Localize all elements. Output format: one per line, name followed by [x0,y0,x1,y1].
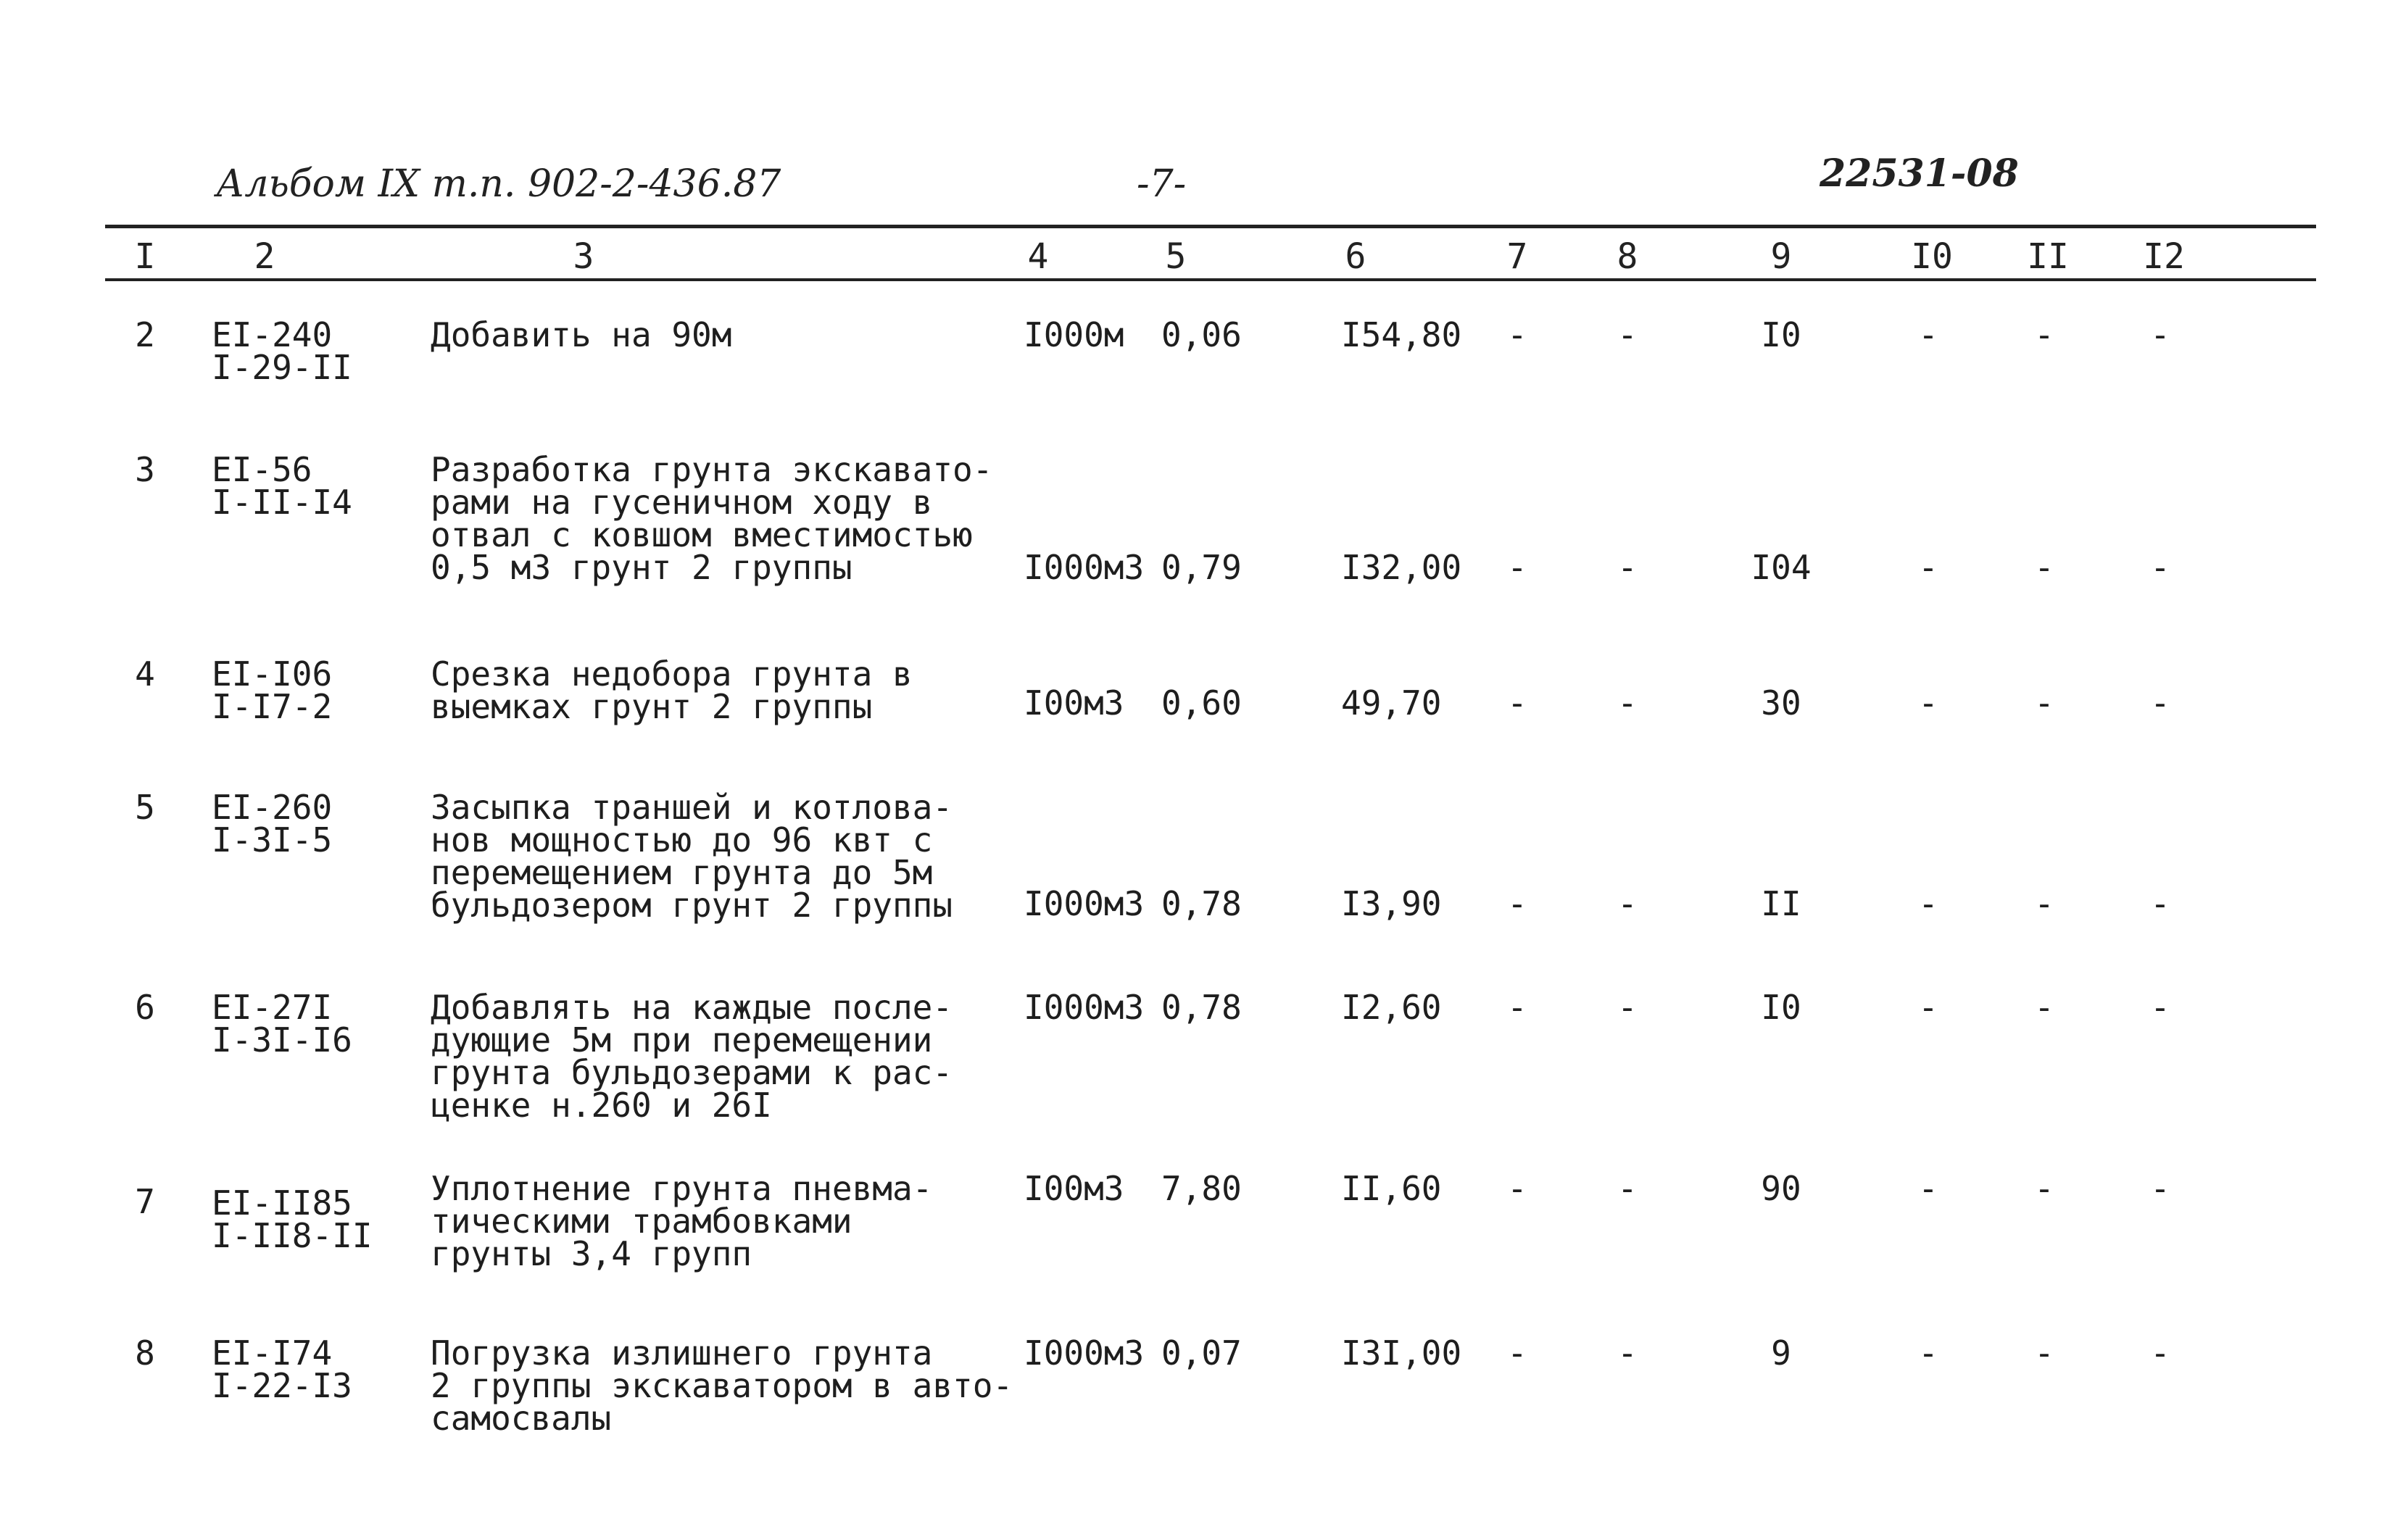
col-12-value: - [2150,683,2170,723]
col-8-value: - [1617,884,1638,923]
quantity: 0,78 [1161,988,1242,1027]
column-number-3: 3 [573,236,594,277]
col-7-value: - [1507,884,1527,923]
col-10-value: - [1918,1169,1938,1208]
col-11-value: - [2034,683,2054,723]
column-number-1: I [134,236,156,277]
col-9-value: I0 [1761,988,1801,1027]
unit: I00м3 [1024,1169,1124,1208]
column-number-11: II [2027,236,2069,277]
col-9-value: 9 [1771,1333,1791,1373]
quantity: 0,60 [1161,683,1242,723]
col-12-value: - [2150,1169,2170,1208]
col-7-value: - [1507,1333,1527,1373]
row-number: 7 [135,1182,155,1221]
col-10-value: - [1918,548,1938,587]
row-number: 5 [135,788,155,827]
col-12-value: - [2150,315,2170,354]
document-number: 22531-08 [1820,151,2019,196]
header-top-rule [105,225,2316,228]
unit: I000м3 [1024,1333,1145,1373]
column-number-4: 4 [1027,236,1049,277]
col-7-value: - [1507,1169,1527,1208]
col-8-value: - [1617,315,1638,354]
column-number-9: 9 [1770,236,1792,277]
col-8-value: - [1617,683,1638,723]
column-number-7: 7 [1506,236,1528,277]
price: II,60 [1341,1169,1442,1208]
price: I2,60 [1341,988,1442,1027]
quantity: 0,06 [1161,315,1242,354]
col-8-value: - [1617,548,1638,587]
col-9-value: II [1761,884,1801,923]
row-number: 4 [135,654,155,694]
unit: I000м3 [1024,548,1145,587]
column-number-5: 5 [1165,236,1187,277]
column-number-8: 8 [1617,236,1638,277]
quantity: 0,78 [1161,884,1242,923]
unit: I00м3 [1024,683,1124,723]
work-description: Засыпка траншей и котлова- нов мощностью до 96 квт с перемещением грунта до 5м бульдозером грунт 2 группы [431,788,953,925]
col-12-value: - [2150,1333,2170,1373]
page-number: -7- [1137,162,1187,206]
col-11-value: - [2034,884,2054,923]
col-11-value: - [2034,1169,2054,1208]
col-9-value: I0 [1761,315,1801,354]
col-10-value: - [1918,683,1938,723]
col-9-value: 90 [1761,1169,1801,1208]
row-number: 2 [135,315,155,354]
col-7-value: - [1507,315,1527,354]
work-description: Уплотнение грунта пневма- тическими трамбовками грунты 3,4 групп [431,1169,933,1273]
norm-code: EI-I06 I-I7-2 [212,654,333,726]
col-8-value: - [1617,1169,1638,1208]
col-9-value: I04 [1751,548,1812,587]
col-10-value: - [1918,884,1938,923]
col-10-value: - [1918,988,1938,1027]
col-11-value: - [2034,315,2054,354]
quantity: 0,07 [1161,1333,1242,1373]
col-9-value: 30 [1761,683,1801,723]
work-description: Добавлять на каждые после- дующие 5м при перемещении грунта бульдозерами к рас- ценке н.260 и 26I [431,988,953,1125]
column-number-12: I2 [2143,236,2185,277]
norm-code: EI-260 I-3I-5 [212,788,333,860]
row-number: 8 [135,1333,155,1373]
column-number-rule [105,278,2316,281]
col-8-value: - [1617,988,1638,1027]
quantity: 7,80 [1161,1169,1242,1208]
col-7-value: - [1507,988,1527,1027]
norm-code: EI-II85 I-II8-II [212,1183,373,1255]
price: I54,80 [1341,315,1462,354]
norm-code: EI-240 I-29-II [212,315,352,387]
work-description: Разработка грунта экскавато- рами на гусеничном ходу в отвал с ковшом вместимостью 0,5 м3 грунт 2 группы [431,450,993,587]
row-number: 3 [135,450,155,489]
column-number-10: I0 [1911,236,1953,277]
price: 49,70 [1341,683,1442,723]
price: I3,90 [1341,884,1442,923]
norm-code: EI-27I I-3I-I6 [212,988,352,1060]
col-12-value: - [2150,988,2170,1027]
col-10-value: - [1918,1333,1938,1373]
column-number-6: 6 [1345,236,1366,277]
price: I32,00 [1341,548,1462,587]
col-11-value: - [2034,988,2054,1027]
norm-code: EI-56 I-II-I4 [212,450,352,522]
norm-code: EI-I74 I-22-I3 [212,1333,352,1405]
col-7-value: - [1507,683,1527,723]
row-number: 6 [135,988,155,1027]
price: I3I,00 [1341,1333,1462,1373]
unit: I000м3 [1024,884,1145,923]
col-12-value: - [2150,548,2170,587]
col-8-value: - [1617,1333,1638,1373]
album-reference: Альбом IX т.п. 902-2-436.87 [216,162,781,206]
unit: I000м [1024,315,1124,354]
work-description: Срезка недобора грунта в выемках грунт 2 группы [431,654,913,726]
col-12-value: - [2150,884,2170,923]
col-10-value: - [1918,315,1938,354]
work-description: Погрузка излишнего грунта 2 группы экскаватором в авто- самосвалы [431,1333,1013,1438]
column-number-2: 2 [254,236,275,277]
work-description: Добавить на 90м [431,315,732,354]
quantity: 0,79 [1161,548,1242,587]
col-11-value: - [2034,548,2054,587]
col-11-value: - [2034,1333,2054,1373]
col-7-value: - [1507,548,1527,587]
unit: I000м3 [1024,988,1145,1027]
